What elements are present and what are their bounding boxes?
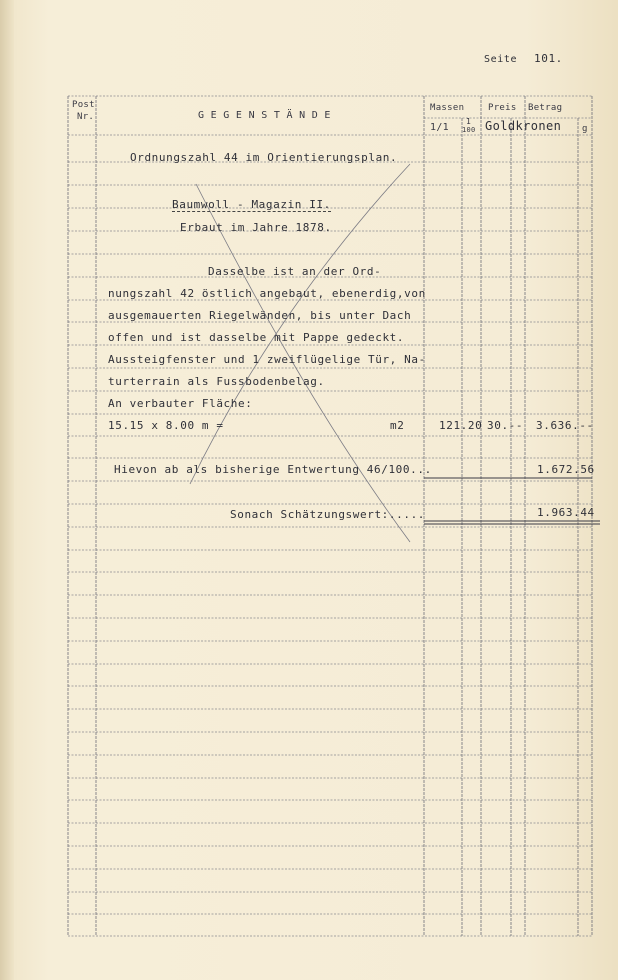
building-title: Baumwoll - Magazin II.	[172, 198, 331, 211]
massen-1-1-header: 1/1	[430, 122, 449, 133]
preis-value: 30.--	[487, 419, 524, 432]
calculation-line: 15.15 x 8.00 m =	[108, 419, 224, 432]
description-line-3: ausgemauerten Riegelwänden, bis unter Dach	[108, 309, 412, 322]
preis-header: Preis	[488, 103, 517, 113]
description-line-2: nungszahl 42 östlich angebaut, ebenerdig,von	[108, 287, 426, 300]
betrag-value: 3.636.--	[536, 419, 594, 432]
massen-1-100-top: 1	[466, 117, 472, 126]
description-line-6: turterrain als Fussbodenbelag.	[108, 375, 325, 388]
currency-header: Goldkronen	[485, 119, 562, 133]
verbaut-line: An verbauter Fläche:	[108, 397, 253, 410]
post-nr-header-1: Post	[72, 100, 95, 110]
description-line-4: offen und ist dasselbe mit Pappe gedeckt.	[108, 331, 405, 344]
page-label: Seite	[484, 54, 518, 65]
massen-1-100-bottom: 100	[462, 126, 476, 134]
description-line-5: Aussteigfenster und 1 zweiflügelige Tür, Na-	[108, 353, 426, 366]
g-header: g	[582, 124, 588, 134]
entwertung-line: Hievon ab als bisherige Entwertung 46/100...	[114, 463, 432, 476]
gegenstaende-header: G E G E N S T Ä N D E	[198, 110, 331, 121]
unit-m2: m2	[390, 419, 405, 432]
schaetzungswert-value: 1.963.44	[537, 506, 595, 519]
ordnungszahl-line: Ordnungszahl 44 im Orientierungsplan.	[130, 151, 398, 164]
erbaut-line: Erbaut im Jahre 1878.	[180, 221, 332, 234]
page-number: 101.	[534, 52, 563, 65]
post-nr-header-2: Nr.	[77, 112, 95, 122]
entwertung-value: 1.672.56	[537, 463, 595, 476]
betrag-header: Betrag	[528, 103, 563, 113]
massen-value: 121.20	[439, 419, 483, 432]
schaetzungswert-line: Sonach Schätzungswert:.....	[230, 508, 426, 521]
massen-header: Massen	[430, 103, 465, 113]
description-line-1: Dasselbe ist an der Ord-	[208, 265, 382, 278]
